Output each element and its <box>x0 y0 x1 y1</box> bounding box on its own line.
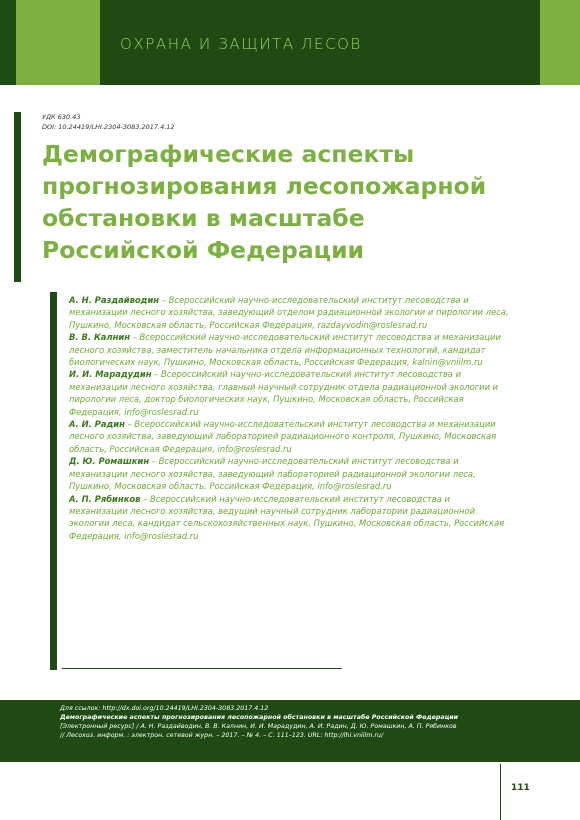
author-affiliation: – Всероссийский научно-исследовательский институт лесоводства и механизации лесного хозяйства, заведующий лабораторией радиационной экологии леса, Пушкино, Московская область, Российская Федерация, info@roslesrad.ru <box>69 456 476 492</box>
page-number-rule <box>500 764 501 820</box>
title-line: прогнозирования лесопожарной <box>42 172 487 200</box>
title-side-bar <box>14 112 21 282</box>
doi: DOI: 10.24419/LHI.2304-3083.2017.4.12 <box>42 123 175 131</box>
author-name: А. П. Рябинков <box>69 493 141 504</box>
title-line: Демографические аспекты <box>42 140 415 168</box>
author-name: А. Н. Раздайводин <box>69 295 160 305</box>
article-title <box>42 138 487 266</box>
author-affiliation: – Всероссийский научно-исследовательский институт лесоводства и механизации лесного хозяйства, заместитель начальника отдела информационных технологий, кандидат биологических наук, Пушкино, Московская область, Российская Федерация, kalnin@vniilm.ru <box>69 332 501 368</box>
section-title: ОХРАНА И ЗАЩИТА ЛЕСОВ <box>120 35 362 53</box>
header-right-stripe <box>540 0 580 85</box>
author-affiliation: – Всероссийский научно-исследовательский институт лесоводства и механизации лесного хозяйства, заведующий отделом радиационной экологии и пирологии леса, Пушкино, Московская область, Российская Федерация, razdayvodin@roslesrad.ru <box>69 295 509 330</box>
author-name: В. В. Калнин <box>69 332 131 343</box>
citation-link: Для ссылок: http://dx.doi.org/10.24419/LHI.2304-3083.2017.4.12 <box>60 705 269 712</box>
citation-title: Демографические аспекты прогнозирования лесопожарной обстановки в масштабе Российской Федерации <box>60 714 459 721</box>
title-line: обстановки в масштабе <box>42 204 365 232</box>
authors-list <box>69 294 509 542</box>
author-affiliation: – Всероссийский научно-исследовательский институт лесоводства и механизации лесного хозяйства, главный научный сотрудник отдела радиационной экологии и пирологии леса, доктор биологических наук, Пушкино, Московская область, Российская Федерация, info@roslesrad.ru <box>69 369 499 417</box>
header-left-block <box>0 0 16 85</box>
author-name: Д. Ю. Ромашкин <box>69 456 150 467</box>
citation-reference <box>60 713 460 740</box>
author-entry <box>69 493 509 543</box>
author-affiliation: – Всероссийский научно-исследовательский институт лесоводства и механизации лесного хозяйства, заведующий лабораторией радиационного контроля, Пушкино, Московская область, Российская Федерация, info@roslesrad.ru <box>69 419 497 454</box>
author-entry <box>69 294 509 331</box>
author-name: А. И. Радин <box>69 419 125 430</box>
authors-divider <box>62 668 342 669</box>
author-entry <box>69 331 509 368</box>
author-entry <box>69 368 509 418</box>
udk-code: УДК 630.43 <box>42 113 81 121</box>
page-number: 111 <box>511 783 530 793</box>
citation <box>60 704 460 740</box>
author-entry <box>69 455 509 492</box>
author-name: И. И. Марадудин <box>69 369 152 380</box>
citation-details: [Электронный ресурс] / А. Н. Раздайводин, В. В. Калнин, И. И. Марадудин, А. И. Радин, Д. Ю. Ромашкин, А. П. Рябинков // Лесохоз. информ. : электрон. сетевой журн. – 2017. – № 4. – С. 111–123. URL: http://lhi.vniilm.ru/ <box>60 723 457 739</box>
authors-side-bar <box>50 292 57 670</box>
title-line: Российской Федерации <box>42 236 365 264</box>
author-entry <box>69 418 509 455</box>
author-affiliation: – Всероссийский научно-исследовательский институт лесоводства и механизации лесного хозяйства, ведущий научный сотрудник лаборатории радиационной экологии леса, кандидат сельскохозяйственных наук, Пушкино, Московская область, Российская Федерация, info@roslesrad.ru <box>69 493 505 541</box>
article-meta <box>42 112 175 132</box>
